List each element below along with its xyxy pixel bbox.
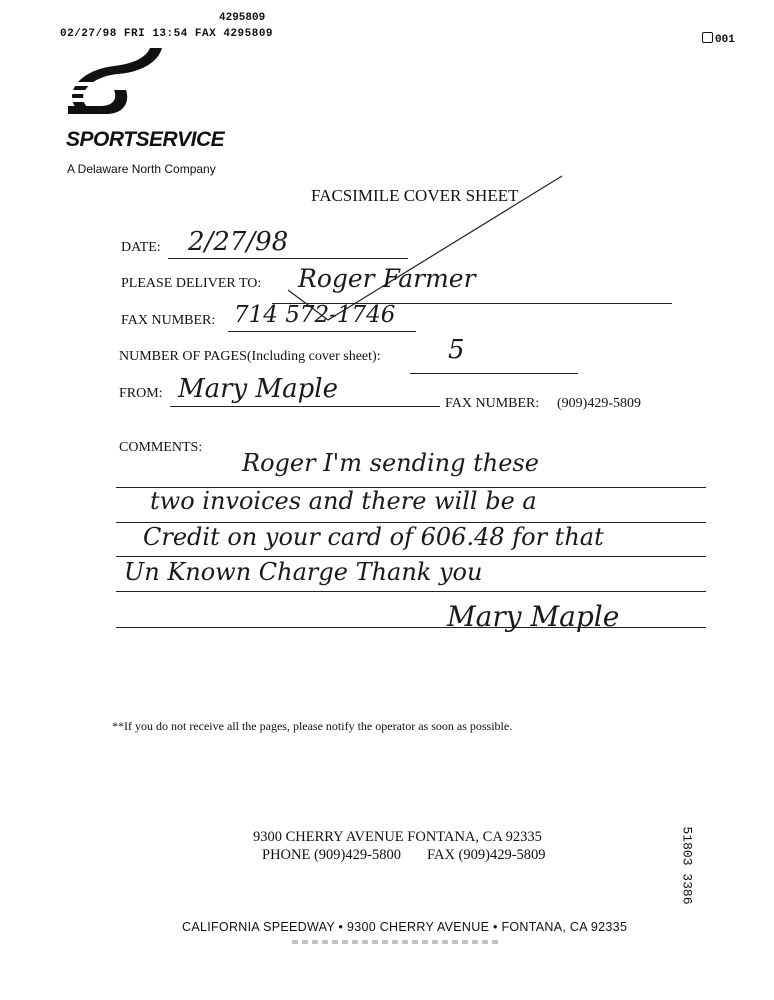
fax-value: 714 572-1746 bbox=[234, 302, 396, 328]
comment-line-2: two invoices and there will be a bbox=[150, 487, 537, 515]
pages-value: 5 bbox=[448, 335, 465, 365]
comments-label: COMMENTS: bbox=[119, 440, 203, 455]
fax-page-mark: 001 bbox=[702, 32, 735, 46]
from-fax-value: (909)429-5809 bbox=[557, 396, 641, 411]
deliver-label: PLEASE DELIVER TO: bbox=[121, 276, 262, 291]
side-document-code: 51803 3386 bbox=[679, 826, 695, 905]
from-label: FROM: bbox=[119, 386, 163, 401]
page-title: FACSIMILE COVER SHEET bbox=[311, 186, 519, 205]
comment-line-3: Credit on your card of 606.48 for that bbox=[143, 523, 604, 551]
from-fax-label: FAX NUMBER: bbox=[445, 396, 540, 411]
operator-notice: **If you do not receive all the pages, please notify the operator as soon as possible. bbox=[112, 719, 513, 733]
date-label: DATE: bbox=[121, 240, 161, 255]
address-fax: FAX (909)429-5809 bbox=[427, 847, 546, 863]
footer-address: CALIFORNIA SPEEDWAY • 9300 CHERRY AVENUE • FONTANA, CA 92335 bbox=[182, 920, 628, 934]
signature: Mary Maple bbox=[447, 600, 620, 633]
fax-label: FAX NUMBER: bbox=[121, 313, 216, 328]
deliver-value: Roger Farmer bbox=[298, 264, 476, 293]
brand-tagline: A Delaware North Company bbox=[67, 162, 216, 176]
page-mark-icon bbox=[702, 32, 713, 43]
address-line: 9300 CHERRY AVENUE FONTANA, CA 92335 bbox=[253, 829, 542, 845]
footer-faded-line bbox=[292, 940, 502, 944]
comment-line-1: Roger I'm sending these bbox=[242, 449, 539, 477]
fax-header-line: 02/27/98 FRI 13:54 FAX 4295809 bbox=[60, 28, 274, 40]
brand-logo-text: SPORTSERVICE bbox=[66, 128, 225, 151]
from-value: Mary Maple bbox=[178, 374, 338, 404]
date-value: 2/27/98 bbox=[188, 227, 289, 257]
address-phone: PHONE (909)429-5800 bbox=[262, 847, 401, 863]
pages-label: NUMBER OF PAGES(Including cover sheet): bbox=[119, 349, 381, 364]
fax-top-number: 4295809 bbox=[219, 12, 266, 24]
sportservice-logo-icon bbox=[66, 46, 166, 118]
comment-line-4: Un Known Charge Thank you bbox=[124, 558, 483, 586]
